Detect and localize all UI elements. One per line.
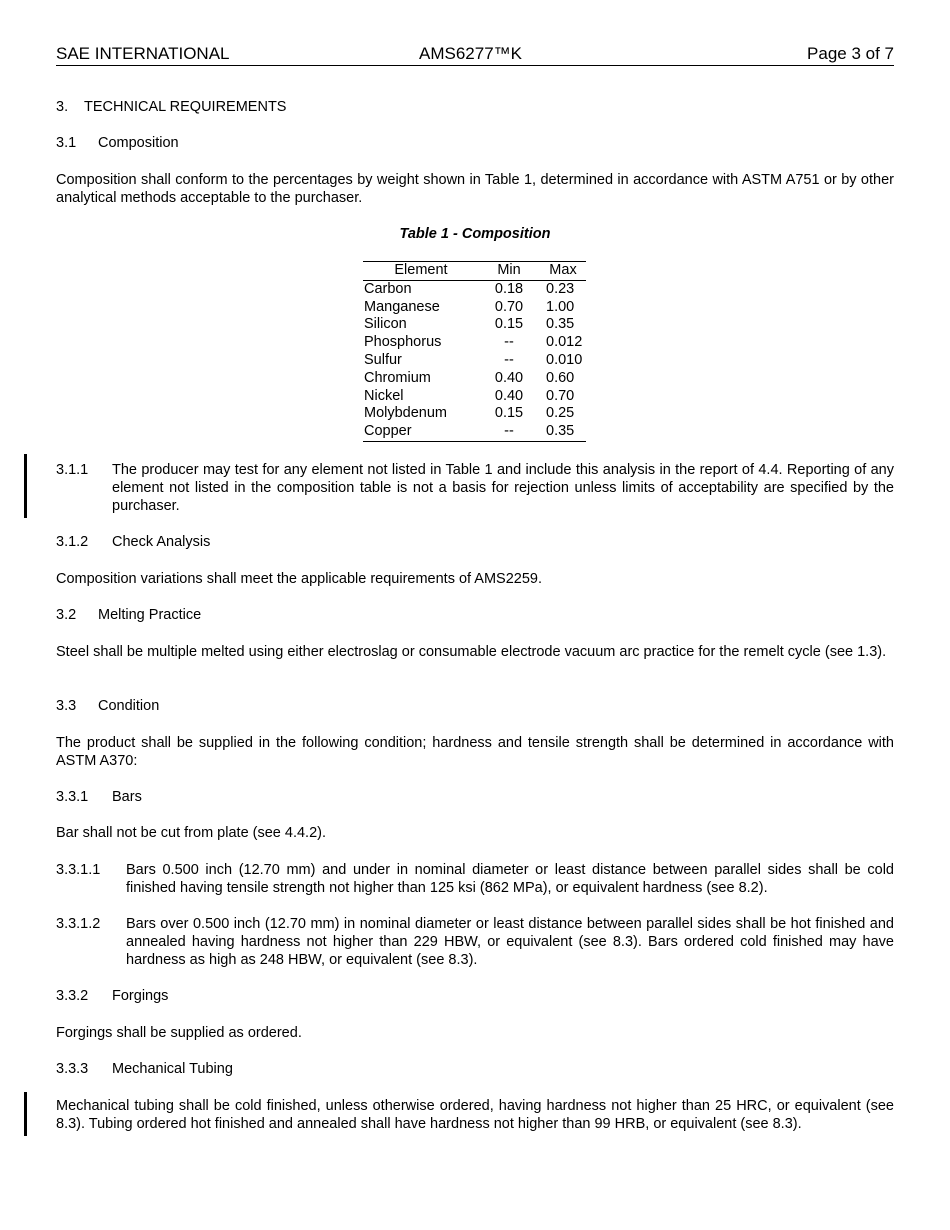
element-cell: Nickel	[364, 387, 404, 404]
table-row	[363, 388, 586, 406]
section-3-1-title: Composition	[98, 135, 179, 151]
section-3-3-2-title: Forgings	[112, 988, 169, 1004]
page-header	[56, 44, 894, 66]
section-3-2-title: Melting Practice	[98, 607, 202, 623]
revision-change-bar	[24, 454, 27, 518]
column-header-element: Element	[363, 262, 478, 281]
element-cell: Sulfur	[364, 351, 402, 368]
section-3-1-1-body: The producer may test for any element not listed in Table 1 and include this analysis in the report of 4.4. Reporting of any element not listed in the composition table is not a basis for rejection unless limits of acceptability are specified by the purchaser.	[112, 462, 894, 514]
section-3-1-2-body: Composition variations shall meet the applicable requirements of AMS2259.	[56, 571, 543, 587]
column-header-min: Min	[478, 262, 540, 281]
element-cell: Copper	[363, 423, 478, 441]
element-cell: Phosphorus	[364, 334, 442, 351]
min-cell: --	[504, 334, 514, 351]
section-3-3-body: The product shall be supplied in the following condition; hardness and tensile strength shall be determined in accordance with ASTM A370:	[56, 735, 894, 769]
section-3-3-1-1-body: Bars 0.500 inch (12.70 mm) and under in nominal diameter or least distance between parallel sides shall be cold finished having tensile strength not higher than 125 ksi (862 MPa), or equivalent hardness (see 8.2).	[126, 862, 894, 896]
section-3-1-2-number: 3.1.2	[56, 534, 89, 550]
section-3-2-number: 3.2	[56, 607, 77, 623]
composition-table	[363, 261, 586, 442]
table-header-row	[363, 262, 586, 281]
table-row	[363, 405, 586, 423]
element-cell: Molybdenum	[364, 405, 448, 422]
max-cell: 0.25	[546, 405, 575, 422]
table-1-caption: Table 1 - Composition	[399, 226, 551, 242]
section-3-3-3-body: Mechanical tubing shall be cold finished, unless otherwise ordered, having hardness not higher than 25 HRC, or equivalent (see 8.3). Tubing ordered hot finished and annealed shall have hardness not higher than 99 HRB, or equivalent (see 8.3).	[56, 1098, 894, 1132]
table-row	[363, 316, 586, 334]
min-cell: 0.15	[494, 316, 524, 333]
section-3-3-1-2-body: Bars over 0.500 inch (12.70 mm) in nominal diameter or least distance between parallel sides shall be hot finished and annealed having hardness not higher than 229 HBW, or equivalent (see 8.3). Bars ordered cold finished may have hardness as high as 248 HBW, or equivalent (see 8.3).	[126, 916, 894, 968]
section-3-2-body: Steel shall be multiple melted using either electroslag or consumable electrode vacuum arc practice for the remelt cycle (see 1.3).	[56, 644, 887, 660]
header-page-number: Page 3 of 7	[807, 44, 894, 63]
section-3-3-1-number: 3.3.1	[56, 789, 89, 805]
section-3-3-3-title: Mechanical Tubing	[112, 1061, 233, 1077]
table-row	[363, 334, 586, 352]
table-row	[363, 423, 586, 441]
section-3-3-1-title: Bars	[112, 789, 142, 805]
header-org: SAE INTERNATIONAL	[56, 44, 230, 63]
max-cell: 0.35	[546, 316, 575, 333]
section-3-1-2-title: Check Analysis	[112, 534, 211, 550]
max-cell: 0.60	[546, 369, 575, 386]
element-cell: Carbon	[364, 280, 412, 297]
section-3-title: TECHNICAL REQUIREMENTS	[84, 99, 287, 115]
min-cell: 0.15	[494, 405, 524, 422]
max-cell: 1.00	[546, 298, 575, 315]
max-cell: 0.010	[546, 351, 583, 368]
section-3-3-number: 3.3	[56, 698, 77, 714]
element-cell: Manganese	[364, 298, 440, 315]
section-3-3-2-number: 3.3.2	[56, 988, 89, 1004]
revision-change-bar	[24, 1092, 27, 1136]
table-row	[363, 299, 586, 317]
section-3-1-1-number: 3.1.1	[56, 462, 89, 478]
min-cell: 0.70	[494, 298, 524, 315]
section-3-1-body: Composition shall conform to the percentages by weight shown in Table 1, determined in accordance with ASTM A751 or by other analytical methods acceptable to the purchaser.	[56, 172, 894, 206]
min-cell: --	[504, 351, 514, 368]
header-doc-number: AMS6277™K	[419, 44, 522, 63]
section-3-1-number: 3.1	[56, 135, 77, 151]
min-cell: 0.18	[494, 280, 524, 297]
section-3-3-1-2-number: 3.3.1.2	[56, 916, 101, 932]
section-3-number: 3.	[56, 99, 69, 115]
section-3-3-1-1-number: 3.3.1.1	[56, 862, 101, 878]
element-cell: Chromium	[364, 369, 431, 386]
max-cell: 0.23	[546, 280, 575, 297]
min-cell: --	[478, 423, 540, 441]
min-cell: 0.40	[494, 369, 524, 386]
section-3-3-2-body: Forgings shall be supplied as ordered.	[56, 1025, 302, 1041]
min-cell: 0.40	[494, 387, 524, 404]
section-3-3-1-body: Bar shall not be cut from plate (see 4.4.2).	[56, 825, 326, 841]
section-3-3-3-number: 3.3.3	[56, 1061, 89, 1077]
column-header-max: Max	[540, 262, 586, 281]
max-cell: 0.70	[546, 387, 575, 404]
table-row	[363, 280, 586, 298]
table-row	[363, 352, 586, 370]
max-cell: 0.012	[546, 334, 583, 351]
element-cell: Silicon	[364, 316, 407, 333]
table-row	[363, 370, 586, 388]
max-cell: 0.35	[540, 423, 586, 441]
section-3-3-title: Condition	[98, 698, 160, 714]
